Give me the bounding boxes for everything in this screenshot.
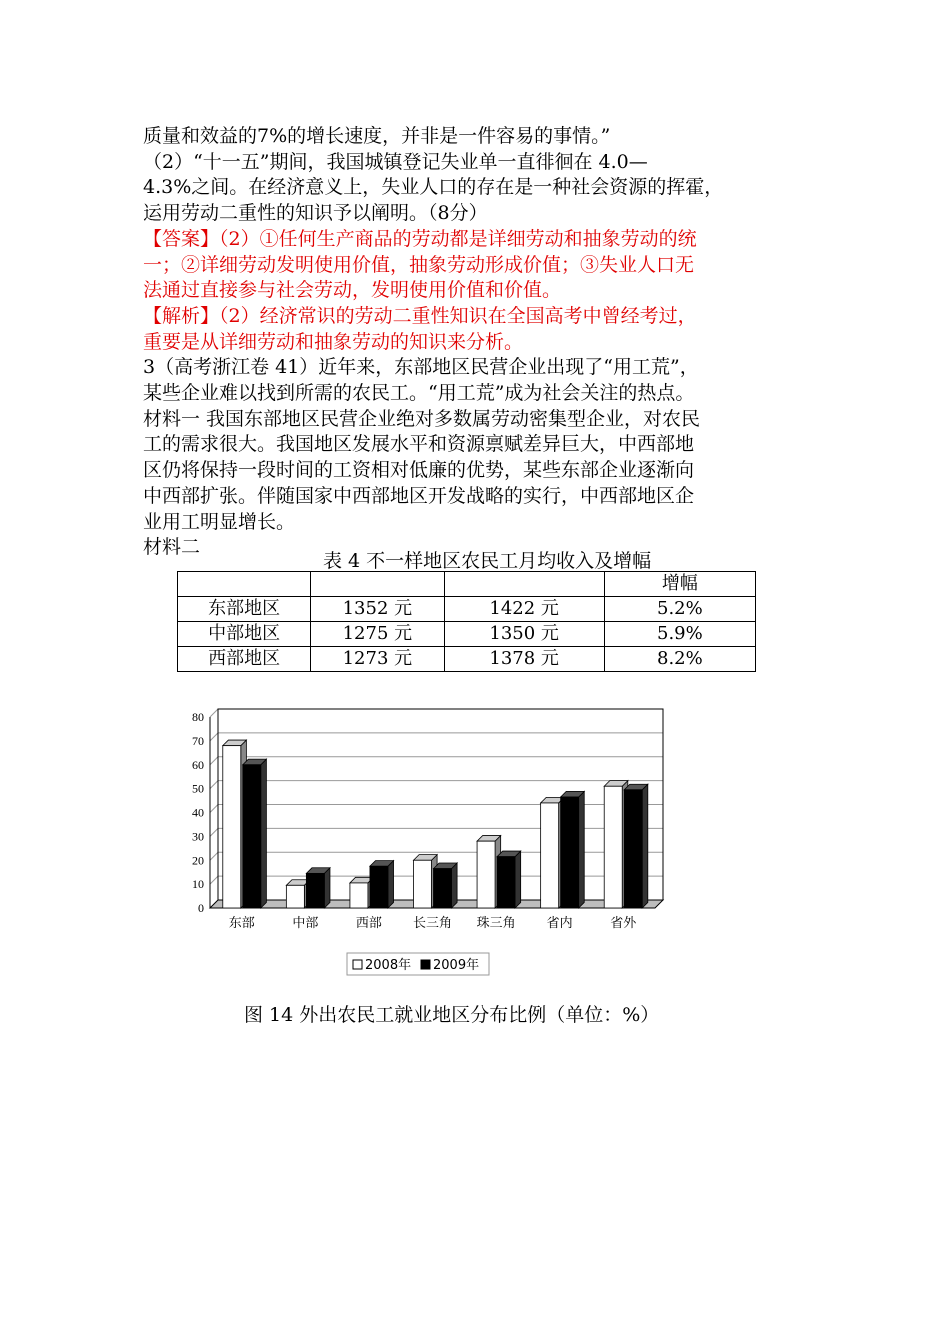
- table-cell: 1422 元: [444, 597, 604, 622]
- legend-label-2008: 2008年: [365, 958, 412, 973]
- gridline-side: [210, 709, 218, 717]
- table-caption: 表 4 不一样地区农民工月均收入及增幅: [323, 550, 652, 572]
- y-tick-label: 50: [192, 781, 204, 796]
- bar-2008: [286, 885, 304, 908]
- text-line: 运用劳动二重性的知识予以阐明。（8分）: [143, 202, 488, 225]
- x-tick-label: 中部: [292, 916, 319, 931]
- y-tick-label: 20: [192, 853, 204, 868]
- bar-2009-side: [642, 784, 648, 908]
- bar-chart: [160, 700, 680, 985]
- table-cell: 8.2%: [604, 647, 755, 672]
- table-cell: 1273 元: [311, 647, 444, 672]
- y-tick-label: 0: [198, 901, 204, 915]
- table-cell: 中部地区: [178, 622, 311, 647]
- bar-2008: [541, 803, 559, 908]
- bar-2009: [434, 869, 452, 908]
- text-line: 【解析】（2）经济常识的劳动二重性知识在全国高考中曾经考过，: [143, 304, 697, 327]
- gridline-side: [210, 781, 218, 789]
- bar-2009-side: [388, 861, 394, 908]
- legend-swatch-2009: [421, 960, 430, 969]
- bar-2008: [414, 860, 432, 908]
- text-line: 【答案】（2）①任何生产商品的劳动都是详细劳动和抽象劳动的统: [143, 227, 697, 250]
- text-line: 材料一 我国东部地区民营企业绝对多数属劳动密集型企业，对农民: [143, 407, 701, 430]
- table-header-row: [178, 572, 756, 597]
- x-tick-label: 省内: [546, 916, 573, 931]
- text-line: 3（高考浙江卷 41）近年来，东部地区民营企业出现了“用工荒”，: [143, 356, 699, 379]
- bar-2008: [223, 746, 241, 908]
- gridline-side: [210, 852, 218, 860]
- text-line: 工的需求很大。我国地区发展水平和资源禀赋差异巨大，中西部地: [143, 433, 695, 456]
- table-cell: 1378 元: [444, 647, 604, 672]
- table-row: [178, 647, 756, 672]
- x-tick-label: 珠三角: [476, 916, 516, 931]
- bar-2009-side: [515, 851, 521, 908]
- table-cell: 东部地区: [178, 597, 311, 622]
- x-tick-label: 东部: [228, 916, 255, 931]
- bar-2009: [624, 790, 642, 908]
- y-tick-label: 40: [192, 805, 204, 820]
- table-row: [178, 597, 756, 622]
- text-line: 某些企业难以找到所需的农民工。“用工荒”成为社会关注的热点。: [143, 382, 695, 404]
- figure-caption: 图 14 外出农民工就业地区分布比例（单位：%）: [244, 1004, 660, 1026]
- y-tick-label: 70: [192, 733, 204, 748]
- table-cell: [178, 572, 311, 597]
- bar-2009: [561, 797, 579, 908]
- gridline-side: [210, 733, 218, 741]
- bar-2009: [370, 866, 388, 908]
- y-tick-label: 60: [192, 757, 204, 772]
- table-cell: 增幅: [604, 572, 755, 597]
- bar-2009: [306, 873, 324, 908]
- y-tick-label: 30: [192, 829, 204, 844]
- text-line: 一；②详细劳动发明使用价值，抽象劳动形成价值；③失业人口无: [143, 253, 695, 276]
- bar-2008: [350, 883, 368, 908]
- bar-2008: [477, 841, 495, 908]
- table-cell: 1350 元: [444, 622, 604, 647]
- gridline-side: [210, 757, 218, 765]
- bar-2009-side: [261, 759, 267, 908]
- table-cell: [311, 572, 444, 597]
- table-cell: 5.9%: [604, 622, 755, 647]
- y-tick-label: 80: [192, 710, 204, 724]
- gridline-side: [210, 828, 218, 836]
- text-line: 法通过直接参与社会劳动，发明使用价值和价值。: [143, 279, 562, 302]
- bar-2009: [497, 857, 515, 908]
- text-line: （2）“十一五”期间，我国城镇登记失业单一直徘徊在 4.0—: [143, 150, 648, 173]
- table-cell: [444, 572, 604, 597]
- gridline-side: [210, 876, 218, 884]
- text-line: 区仍将保持一段时间的工资相对低廉的优势，某些东部企业逐渐向: [143, 459, 695, 482]
- table-cell: 5.2%: [604, 597, 755, 622]
- text-line: 重要是从详细劳动和抽象劳动的知识来分析。: [143, 330, 524, 353]
- bar-2009-side: [324, 868, 330, 908]
- gridline-side: [210, 805, 218, 813]
- table-cell: 1275 元: [311, 622, 444, 647]
- text-line: 材料二: [143, 536, 201, 559]
- text-line: 4.3%之间。在经济意义上，失业人口的存在是一种社会资源的挥霍，: [143, 176, 724, 199]
- x-tick-label: 西部: [355, 916, 382, 931]
- income-table: [177, 571, 756, 672]
- x-tick-label: 省外: [610, 916, 637, 931]
- bar-2008: [604, 786, 622, 908]
- legend-swatch-2008: [353, 960, 362, 969]
- bar-2009-side: [579, 791, 585, 908]
- legend-label-2009: 2009年: [433, 958, 480, 973]
- table-row: [178, 622, 756, 647]
- x-tick-label: 长三角: [412, 916, 453, 931]
- table-cell: 西部地区: [178, 647, 311, 672]
- bar-2009-side: [452, 863, 458, 908]
- table-cell: 1352 元: [311, 597, 444, 622]
- y-tick-label: 10: [192, 877, 204, 892]
- bar-2009: [243, 765, 261, 908]
- text-line: 中西部扩张。伴随国家中西部地区开发战略的实行，中西部地区企: [143, 484, 695, 507]
- text-line: 质量和效益的7%的增长速度，并非是一件容易的事情。”: [143, 125, 611, 147]
- text-line: 业用工明显增长。: [143, 510, 296, 533]
